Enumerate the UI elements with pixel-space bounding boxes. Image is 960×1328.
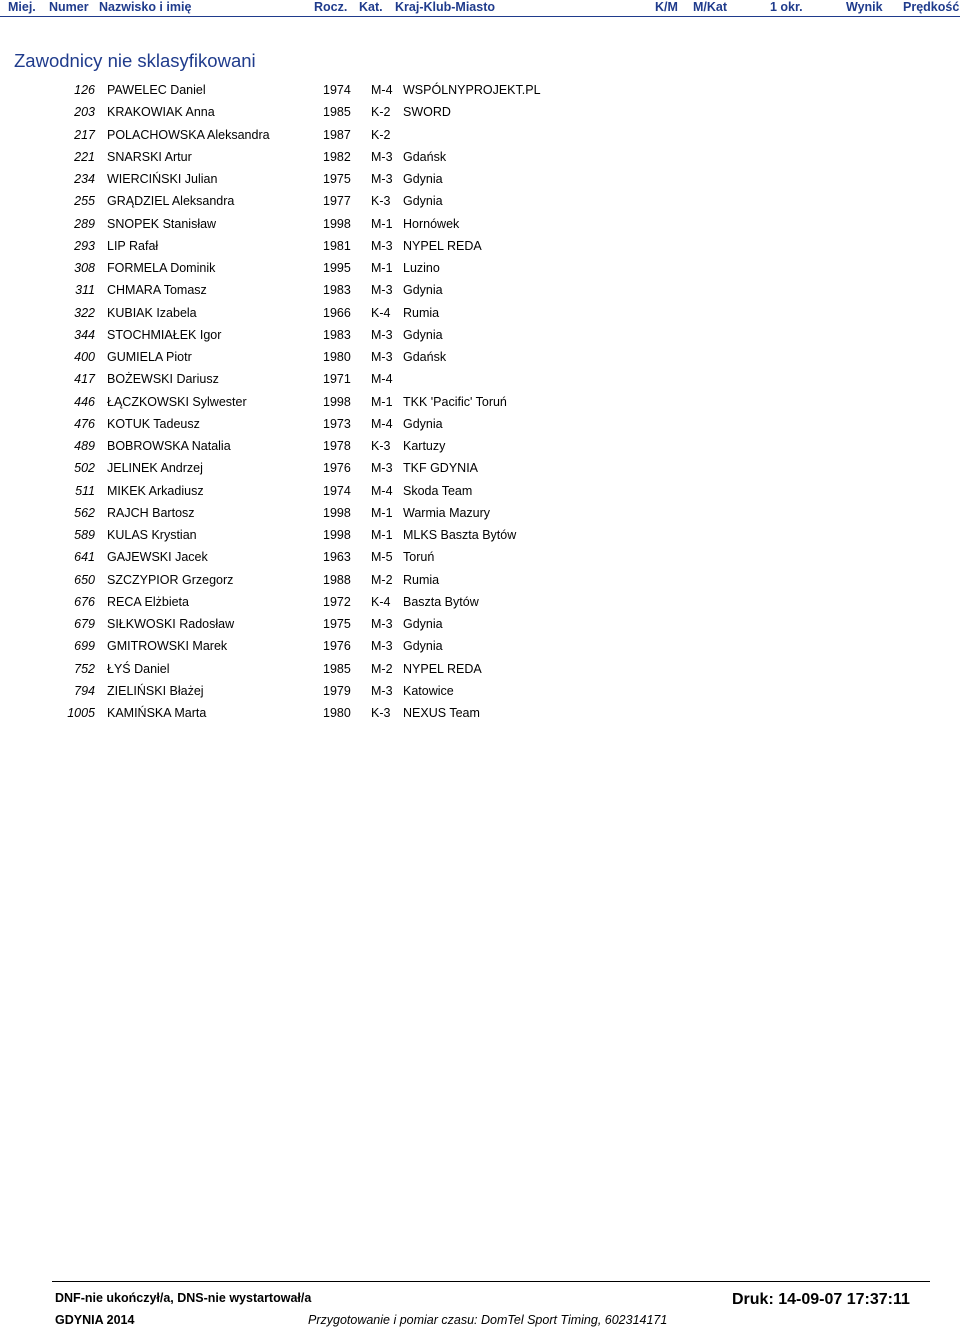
row-category: K-2 bbox=[371, 127, 391, 142]
row-category: M-1 bbox=[371, 528, 393, 542]
row-year: 1988 bbox=[323, 572, 351, 587]
row-number: 589 bbox=[74, 528, 95, 542]
table-row bbox=[0, 327, 960, 349]
row-club: Rumia bbox=[403, 305, 440, 320]
row-number: 322 bbox=[74, 305, 95, 320]
col-header-category: Kat. bbox=[359, 0, 383, 14]
table-row bbox=[0, 282, 960, 304]
row-number: 641 bbox=[74, 550, 95, 565]
row-number: 1005 bbox=[67, 706, 95, 720]
col-header-cat-place: M/Kat bbox=[693, 0, 728, 14]
row-category: M-3 bbox=[371, 350, 393, 364]
row-year: 1976 bbox=[323, 639, 351, 654]
row-year: 1983 bbox=[323, 283, 351, 298]
row-category: M-3 bbox=[371, 461, 393, 476]
row-category: K-3 bbox=[371, 194, 391, 209]
table-row bbox=[0, 527, 960, 549]
column-header-bar bbox=[0, 0, 960, 15]
row-category: K-3 bbox=[371, 439, 391, 453]
row-year: 1966 bbox=[323, 305, 351, 320]
row-number: 511 bbox=[75, 483, 95, 498]
row-club: Skoda Team bbox=[403, 483, 473, 498]
row-year: 1976 bbox=[323, 461, 351, 476]
row-name: KAMIŃSKA Marta bbox=[107, 706, 207, 720]
col-header-club: Kraj-Klub-Miasto bbox=[395, 0, 495, 14]
row-category: M-3 bbox=[371, 172, 393, 186]
footer-divider bbox=[52, 1281, 930, 1282]
table-row bbox=[0, 505, 960, 527]
row-year: 1998 bbox=[323, 528, 351, 542]
row-name: STOCHMIAŁEK Igor bbox=[107, 327, 222, 342]
row-year: 1985 bbox=[323, 105, 351, 120]
table-row bbox=[0, 349, 960, 371]
row-name: PAWELEC Daniel bbox=[107, 83, 206, 97]
row-number: 679 bbox=[74, 617, 95, 631]
row-number: 344 bbox=[74, 327, 95, 342]
row-club: WSPÓLNYPROJEKT.PL bbox=[403, 83, 541, 97]
table-row bbox=[0, 683, 960, 705]
row-name: KRAKOWIAK Anna bbox=[107, 105, 215, 120]
row-year: 1973 bbox=[323, 416, 351, 431]
table-row bbox=[0, 260, 960, 282]
row-number: 699 bbox=[74, 639, 95, 654]
row-year: 1998 bbox=[323, 394, 351, 409]
row-year: 1972 bbox=[323, 594, 351, 609]
table-row bbox=[0, 460, 960, 482]
row-club: Gdynia bbox=[403, 416, 443, 431]
row-club: Kartuzy bbox=[403, 439, 446, 453]
table-row bbox=[0, 104, 960, 126]
row-year: 1975 bbox=[323, 617, 351, 631]
row-number: 255 bbox=[74, 194, 95, 209]
col-header-result: Wynik bbox=[846, 0, 883, 14]
row-name: SNOPEK Stanisław bbox=[107, 216, 217, 231]
row-year: 1987 bbox=[323, 127, 351, 142]
footer-event: GDYNIA 2014 bbox=[55, 1313, 135, 1327]
row-number: 446 bbox=[74, 394, 95, 409]
row-name: SNARSKI Artur bbox=[107, 149, 192, 164]
row-name: BOŻEWSKI Dariusz bbox=[107, 372, 219, 387]
row-category: M-1 bbox=[371, 216, 393, 231]
row-number: 308 bbox=[74, 261, 95, 275]
row-year: 1978 bbox=[323, 439, 351, 453]
header-divider bbox=[0, 16, 960, 17]
row-club: TKK 'Pacific' Toruń bbox=[403, 394, 507, 409]
row-category: K-3 bbox=[371, 706, 391, 720]
row-club: Gdynia bbox=[403, 194, 443, 209]
table-row bbox=[0, 438, 960, 460]
col-header-number: Numer bbox=[49, 0, 89, 14]
row-club: Gdańsk bbox=[403, 350, 447, 364]
row-year: 1998 bbox=[323, 505, 351, 520]
row-club: Gdynia bbox=[403, 639, 443, 654]
row-number: 126 bbox=[74, 83, 95, 97]
row-name: RAJCH Bartosz bbox=[107, 505, 195, 520]
row-category: M-3 bbox=[371, 617, 393, 631]
row-name: GRĄDZIEL Aleksandra bbox=[107, 194, 235, 209]
row-name: JELINEK Andrzej bbox=[107, 461, 203, 476]
table-row bbox=[0, 82, 960, 104]
row-number: 311 bbox=[75, 283, 95, 298]
row-club: Baszta Bytów bbox=[403, 594, 479, 609]
row-number: 400 bbox=[74, 350, 95, 364]
table-row bbox=[0, 483, 960, 505]
row-category: M-3 bbox=[371, 639, 393, 654]
row-name: KOTUK Tadeusz bbox=[107, 416, 200, 431]
row-category: M-4 bbox=[371, 483, 393, 498]
table-row bbox=[0, 394, 960, 416]
row-year: 1980 bbox=[323, 350, 351, 364]
row-year: 1983 bbox=[323, 327, 351, 342]
col-header-lap1: 1 okr. bbox=[770, 0, 803, 14]
row-number: 221 bbox=[74, 149, 95, 164]
row-club: Rumia bbox=[403, 572, 440, 587]
row-name: SIŁKWOSKI Radosław bbox=[107, 617, 235, 631]
row-number: 562 bbox=[74, 505, 95, 520]
row-category: M-4 bbox=[371, 416, 393, 431]
row-club: Gdynia bbox=[403, 172, 443, 186]
row-year: 1980 bbox=[323, 706, 351, 720]
row-category: K-4 bbox=[371, 594, 391, 609]
row-club: Gdynia bbox=[403, 617, 443, 631]
row-category: M-3 bbox=[371, 283, 393, 298]
row-name: ŁĄCZKOWSKI Sylwester bbox=[107, 394, 247, 409]
table-row bbox=[0, 149, 960, 171]
row-category: M-3 bbox=[371, 238, 393, 253]
row-name: GUMIELA Piotr bbox=[107, 350, 192, 364]
row-number: 502 bbox=[74, 461, 95, 476]
row-number: 293 bbox=[74, 238, 95, 253]
row-club: NYPEL REDA bbox=[403, 661, 482, 676]
row-number: 489 bbox=[74, 439, 95, 453]
table-row bbox=[0, 616, 960, 638]
row-year: 1963 bbox=[323, 550, 351, 565]
table-row bbox=[0, 127, 960, 149]
row-category: M-3 bbox=[371, 327, 393, 342]
row-club: Warmia Mazury bbox=[403, 505, 491, 520]
col-header-year: Rocz. bbox=[314, 0, 348, 14]
row-category: M-1 bbox=[371, 505, 393, 520]
row-name: GAJEWSKI Jacek bbox=[107, 550, 208, 565]
row-category: K-2 bbox=[371, 105, 391, 120]
row-name: WIERCIŃSKI Julian bbox=[107, 172, 218, 186]
table-row bbox=[0, 371, 960, 393]
row-number: 217 bbox=[74, 127, 95, 142]
row-number: 794 bbox=[74, 683, 95, 698]
row-year: 1974 bbox=[323, 83, 351, 97]
row-club: SWORD bbox=[403, 105, 451, 120]
row-club: Toruń bbox=[403, 550, 435, 565]
row-year: 1981 bbox=[323, 238, 351, 253]
row-year: 1985 bbox=[323, 661, 351, 676]
footer-legend: DNF-nie ukończył/a, DNS-nie wystartował/a bbox=[55, 1291, 312, 1305]
footer-print-date: Druk: 14-09-07 17:37:11 bbox=[732, 1291, 910, 1308]
row-category: M-1 bbox=[371, 261, 393, 275]
row-number: 417 bbox=[74, 372, 95, 387]
row-club: Gdynia bbox=[403, 283, 443, 298]
row-year: 1995 bbox=[323, 261, 351, 275]
row-category: M-3 bbox=[371, 149, 393, 164]
row-club: Katowice bbox=[403, 683, 454, 698]
row-number: 676 bbox=[74, 594, 95, 609]
section-title: Zawodnicy nie sklasyfikowani bbox=[14, 50, 256, 71]
row-category: M-5 bbox=[371, 550, 393, 565]
row-year: 1998 bbox=[323, 216, 351, 231]
col-header-name: Nazwisko i imię bbox=[99, 0, 192, 14]
table-row bbox=[0, 193, 960, 215]
row-club: MLKS Baszta Bytów bbox=[403, 528, 517, 542]
table-row bbox=[0, 638, 960, 660]
table-row bbox=[0, 572, 960, 594]
row-name: LIP Rafał bbox=[107, 238, 159, 253]
row-club: TKF GDYNIA bbox=[403, 461, 479, 476]
row-category: M-2 bbox=[371, 572, 393, 587]
row-club: Gdynia bbox=[403, 327, 443, 342]
row-club: Luzino bbox=[403, 261, 440, 275]
row-category: M-1 bbox=[371, 394, 393, 409]
table-row bbox=[0, 549, 960, 571]
table-row bbox=[0, 238, 960, 260]
row-name: FORMELA Dominik bbox=[107, 261, 216, 275]
row-club: NEXUS Team bbox=[403, 706, 480, 720]
row-number: 476 bbox=[74, 416, 95, 431]
table-row bbox=[0, 416, 960, 438]
row-category: K-4 bbox=[371, 305, 391, 320]
row-name: ŁYŚ Daniel bbox=[107, 661, 170, 676]
row-club: Gdańsk bbox=[403, 149, 447, 164]
row-year: 1977 bbox=[323, 194, 351, 209]
row-category: M-3 bbox=[371, 683, 393, 698]
row-year: 1979 bbox=[323, 683, 351, 698]
row-year: 1974 bbox=[323, 483, 351, 498]
row-year: 1975 bbox=[323, 172, 351, 186]
row-name: SZCZYPIOR Grzegorz bbox=[107, 572, 234, 587]
row-name: CHMARA Tomasz bbox=[107, 283, 207, 298]
row-name: RECA Elżbieta bbox=[107, 594, 189, 609]
row-name: BOBROWSKA Natalia bbox=[107, 439, 231, 453]
row-category: M-4 bbox=[371, 83, 393, 97]
table-row bbox=[0, 661, 960, 683]
row-number: 234 bbox=[74, 172, 95, 186]
row-number: 650 bbox=[74, 572, 95, 587]
row-name: ZIELIŃSKI Błażej bbox=[107, 683, 204, 698]
row-name: MIKEK Arkadiusz bbox=[107, 483, 204, 498]
row-category: M-4 bbox=[371, 372, 393, 387]
table-row bbox=[0, 216, 960, 238]
row-name: KULAS Krystian bbox=[107, 528, 197, 542]
row-name: KUBIAK Izabela bbox=[107, 305, 197, 320]
row-number: 203 bbox=[74, 105, 95, 120]
row-year: 1971 bbox=[323, 372, 351, 387]
col-header-place: Miej. bbox=[8, 0, 36, 14]
table-row bbox=[0, 171, 960, 193]
row-year: 1982 bbox=[323, 149, 351, 164]
results-list bbox=[0, 82, 960, 727]
row-name: POLACHOWSKA Aleksandra bbox=[107, 127, 270, 142]
table-row bbox=[0, 305, 960, 327]
table-row bbox=[0, 705, 960, 727]
row-club: Hornówek bbox=[403, 216, 460, 231]
footer-credit: Przygotowanie i pomiar czasu: DomTel Sport Timing, 602314171 bbox=[308, 1313, 668, 1327]
col-header-gender: K/M bbox=[655, 0, 678, 14]
row-category: M-2 bbox=[371, 661, 393, 676]
col-header-speed: Prędkość bbox=[903, 0, 960, 14]
row-name: GMITROWSKI Marek bbox=[107, 639, 228, 654]
row-number: 752 bbox=[74, 661, 95, 676]
row-club: NYPEL REDA bbox=[403, 238, 482, 253]
row-number: 289 bbox=[74, 216, 95, 231]
table-row bbox=[0, 594, 960, 616]
